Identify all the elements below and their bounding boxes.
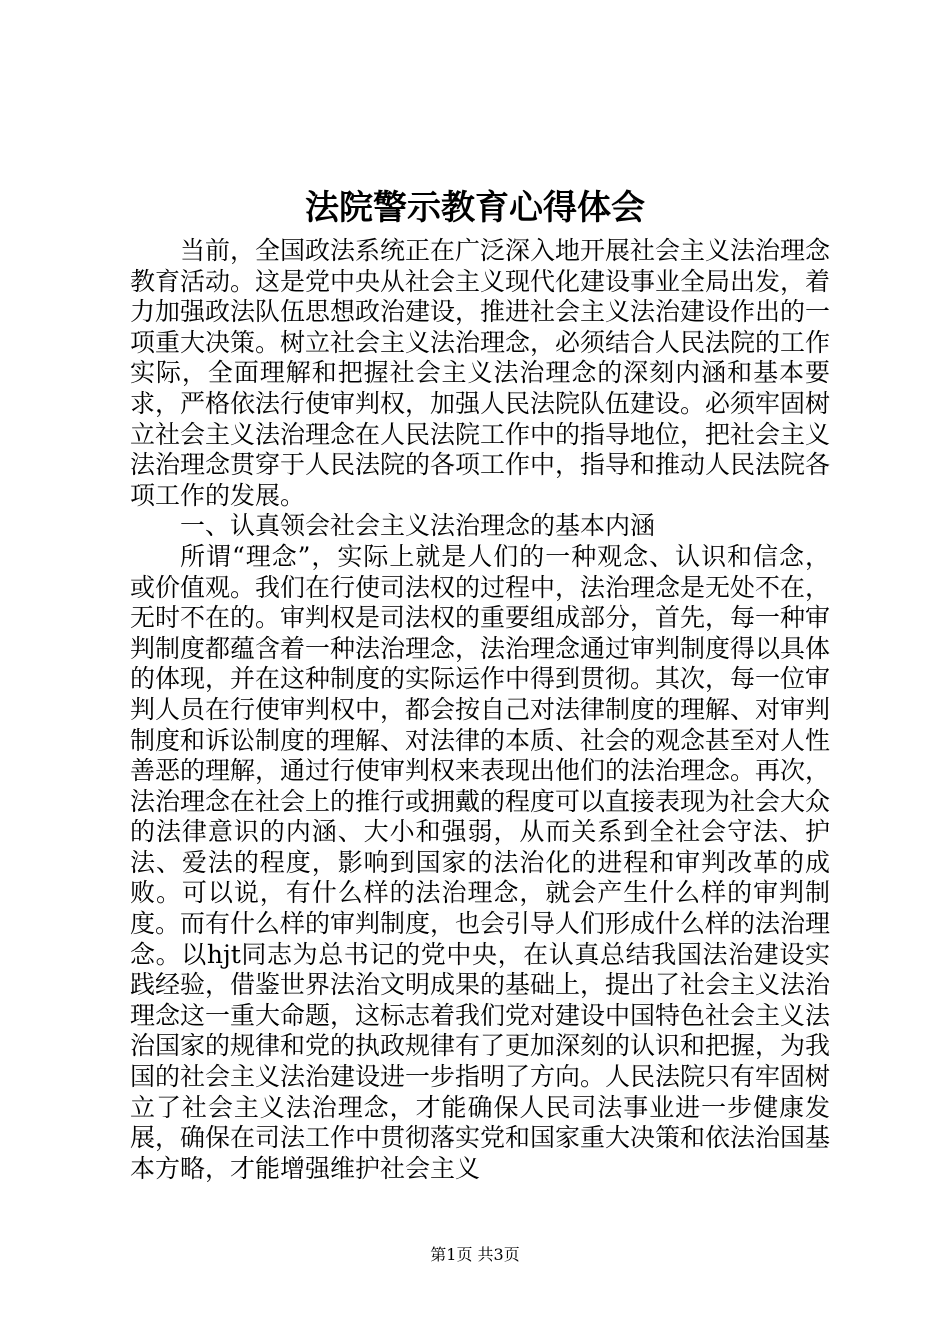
- section-heading-1: 一、认真领会社会主义法治理念的基本内涵: [180, 511, 656, 541]
- document-title: 法院警示教育心得体会: [305, 188, 645, 228]
- paragraph-intro: 当前，全国政法系统正在广泛深入地开展社会主义法治理念教育活动。这是党中央从社会主义现代化建设事业全局出发，着力加强政法队伍思想政治建设，推进社会主义法治建设作出的一项重大决策。树立社会主义法治理念，必须结合人民法院的工作实际，全面理解和把握社会主义法治理念的深刻内涵和基本要求，严格依法行使审判权，加强人民法院队伍建设。必须牢固树立社会主义法治理念在人民法院工作中的指导地位，把社会主义法治理念贯穿于人民法院的各项工作中，指导和推动人民法院各项工作的发展。: [130, 236, 831, 510]
- page-footer: 第1页 共3页: [430, 1245, 520, 1264]
- document-body: [130, 236, 830, 1184]
- paragraph-section-1: 所谓“理念”，实际上就是人们的一种观念、认识和信念，或价值观。我们在行使司法权的过程中，法治理念是无处不在，无时不在的。审判权是司法权的重要组成部分，首先，每一种审判制度都蕴含着一种法治理念，法治理念通过审判制度得以具体的体现，并在这种制度的实际运作中得到贯彻。其次，每一位审判人员在行使审判权中，都会按自己对法律制度的理解、对审判制度和诉讼制度的理解、对法律的本质、社会的观念甚至对人性善恶的理解，通过行使审判权来表现出他们的法治理念。再次，法治理念在社会上的推行或拥戴的程度可以直接表现为社会大众的法律意识的内涵、大小和强弱，从而关系到全社会守法、护法、爱法的程度，影响到国家的法治化的进程和审判改革的成败。可以说，有什么样的法治理念，就会产生什么样的审判制度。而有什么样的审判制度，也会引导人们形成什么样的法治理念。以hjt同志为总书记的党中央，在认真总结我国法治建设实践经验，借鉴世界法治文明成果的基础上，提出了社会主义法治理念这一重大命题，这标志着我们党对建设中国特色社会主义法治国家的规律和党的执政规律有了更加深刻的认识和把握，为我国的社会主义法治建设进一步指明了方向。人民法院只有牢固树立了社会主义法治理念，才能确保人民司法事业进一步健康发展，确保在司法工作中贯彻落实党和国家重大决策和依法治国基本方略，才能增强维护社会主义: [130, 541, 831, 1183]
